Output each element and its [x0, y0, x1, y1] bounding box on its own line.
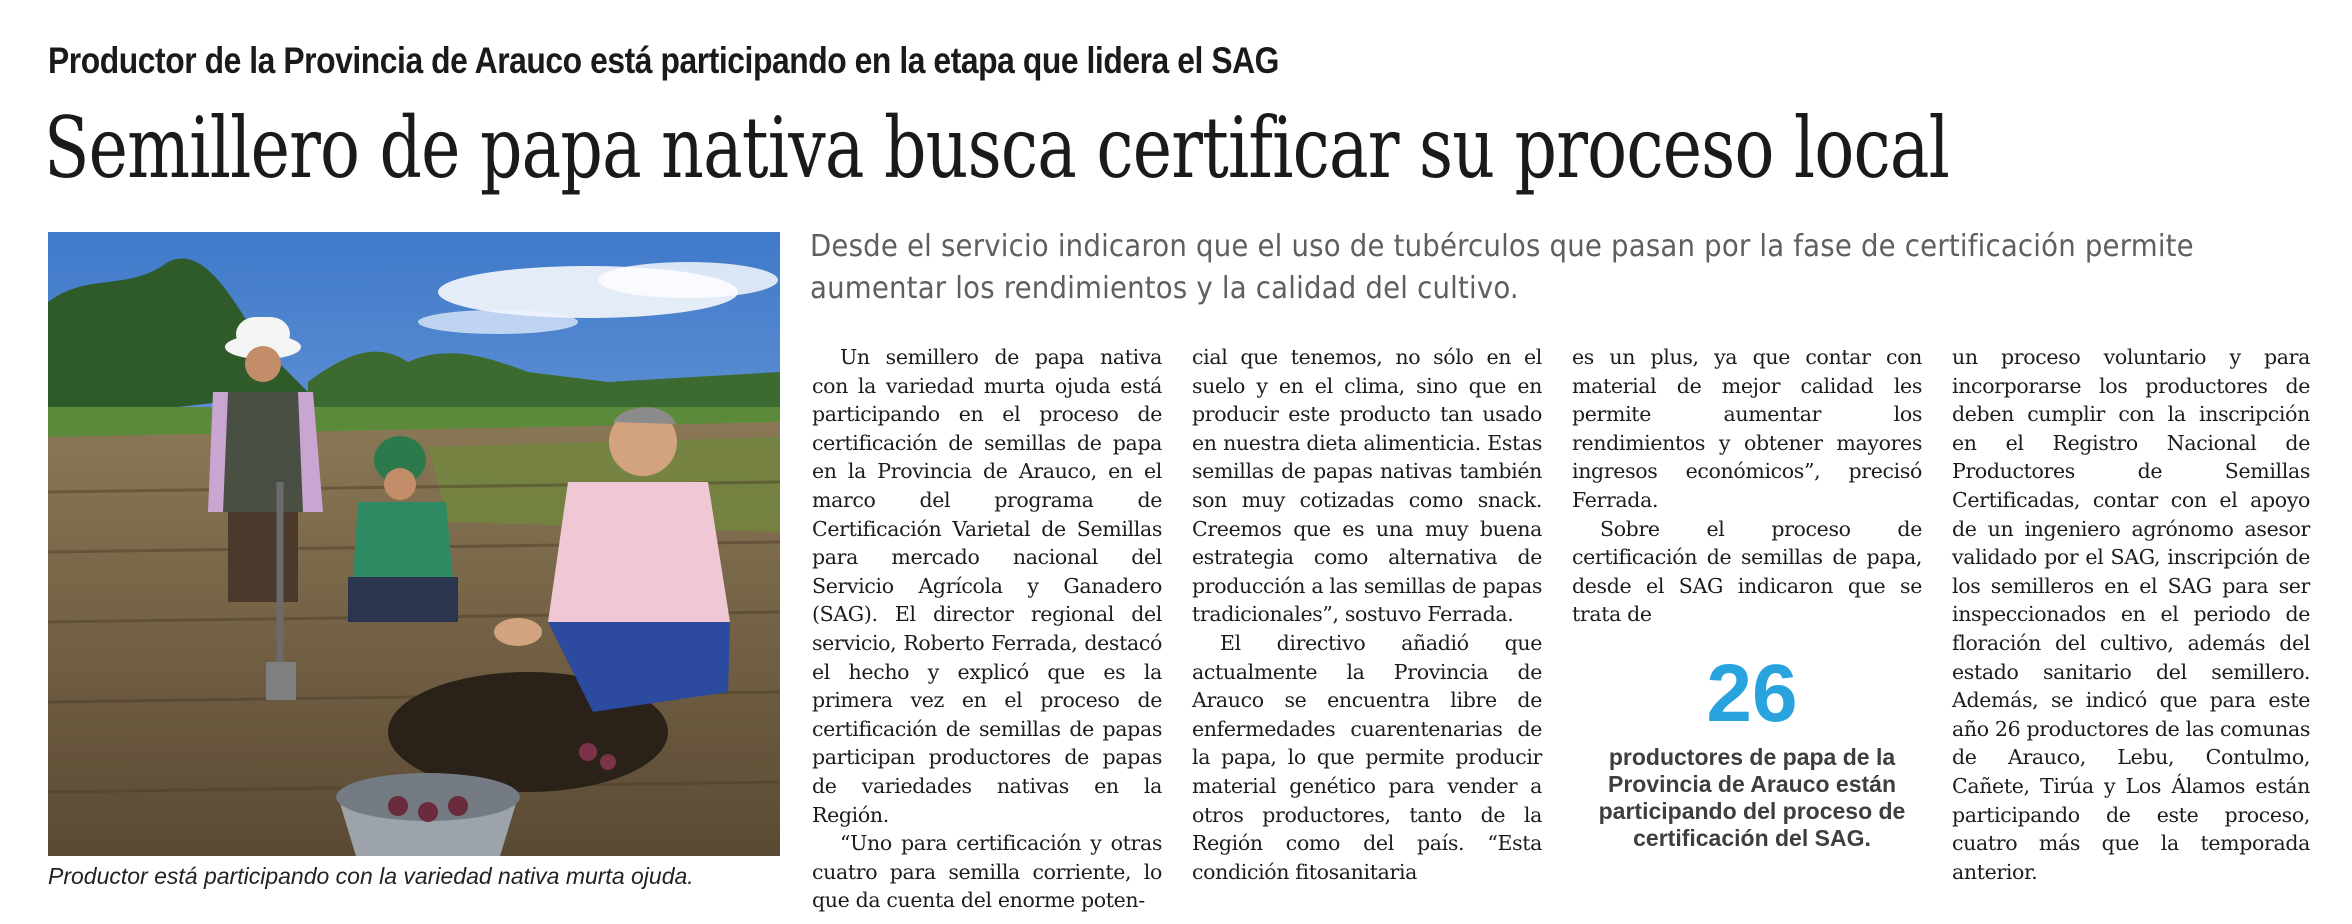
body-paragraph: Un semillero de papa nativa con la variedad murta ojuda está participando en el proceso de certificación de semillas de papa en la Provincia de Arauco, en el marco del programa de Certificación Varietal de Semillas para mercado nacional del Servicio Agrícola y Ganadero (SAG). El director regional del servicio, Roberto Ferrada, destacó el hecho y explicó que es la primera vez en el proceso de certificación de semillas de papas participan productores de papas de variedades nativas en la Región.	[812, 345, 1162, 827]
body-paragraph: es un plus, ya que contar con material de mejor calidad les permite aumentar los rendimientos y obtener mayores ingresos económicos”, precisó Ferrada.	[1572, 345, 1922, 512]
body-paragraph: Sobre el proceso de certificación de semillas de papa, desde el SAG indicaron que se trata de	[1572, 516, 1922, 627]
photo-caption: Productor está participando con la variedad nativa murta ojuda.	[48, 863, 694, 889]
stat-highlight-box	[1586, 648, 1918, 852]
article-kicker: Productor de la Provincia de Arauco está participando en la etapa que lidera el SAG	[48, 40, 1279, 81]
body-paragraph: “Uno para certificación y otras cuatro para semilla corriente, lo que da cuenta del enorme poten-	[812, 831, 1162, 913]
article-headline: Semillero de papa nativa busca certificar su proceso local	[44, 99, 1950, 197]
body-paragraph: cial que tenemos, no sólo en el suelo y en el clima, sino que en producir este producto tan usado en nuestra dieta alimenticia. Estas semillas de papas nativas también son muy cotizadas como snack. Creemos que es una muy buena estrategia como alternativa de producción a las semillas de papas tradicionales”, sostuvo Ferrada.	[1192, 345, 1542, 627]
article-photo	[48, 232, 780, 856]
article-column-2	[1192, 343, 1542, 898]
stat-description: productores de papa de la Provincia de Arauco están participando del proceso de certificación del SAG.	[1598, 744, 1906, 851]
stat-number: 26	[1706, 648, 1798, 739]
article-dek: Desde el servicio indicaron que el uso de tubérculos que pasan por la fase de certificación permite aumentar los rendimientos y la calidad del cultivo.	[810, 229, 2194, 306]
article-column-4	[1952, 343, 2310, 898]
body-paragraph: un proceso voluntario y para incorporarse los productores de deben cumplir con la inscripción en el Registro Nacional de Productores de Semillas Certificadas, contar con el apoyo de un ingeniero agrónomo asesor validado por el SAG, inscripción de los semilleros en el SAG para ser inspeccionados en el periodo de floración del cultivo, además del estado sanitario del semillero. Además, se indicó que para este año 26 productores de las comunas de Arauco, Lebu, Contulmo, Cañete, Tirúa y Los Álamos están participando de este proceso, cuatro más que la temporada anterior.	[1952, 345, 2310, 884]
article-column-1	[812, 343, 1162, 913]
article-column-3	[1572, 343, 1922, 627]
body-paragraph: El directivo añadió que actualmente la Provincia de Arauco se encuentra libre de enfermedades cuarentenarias de la papa, lo que permite producir material genético para vender a otros productores, tanto de la Región como del país. “Esta condición fitosanitaria	[1192, 630, 1542, 884]
